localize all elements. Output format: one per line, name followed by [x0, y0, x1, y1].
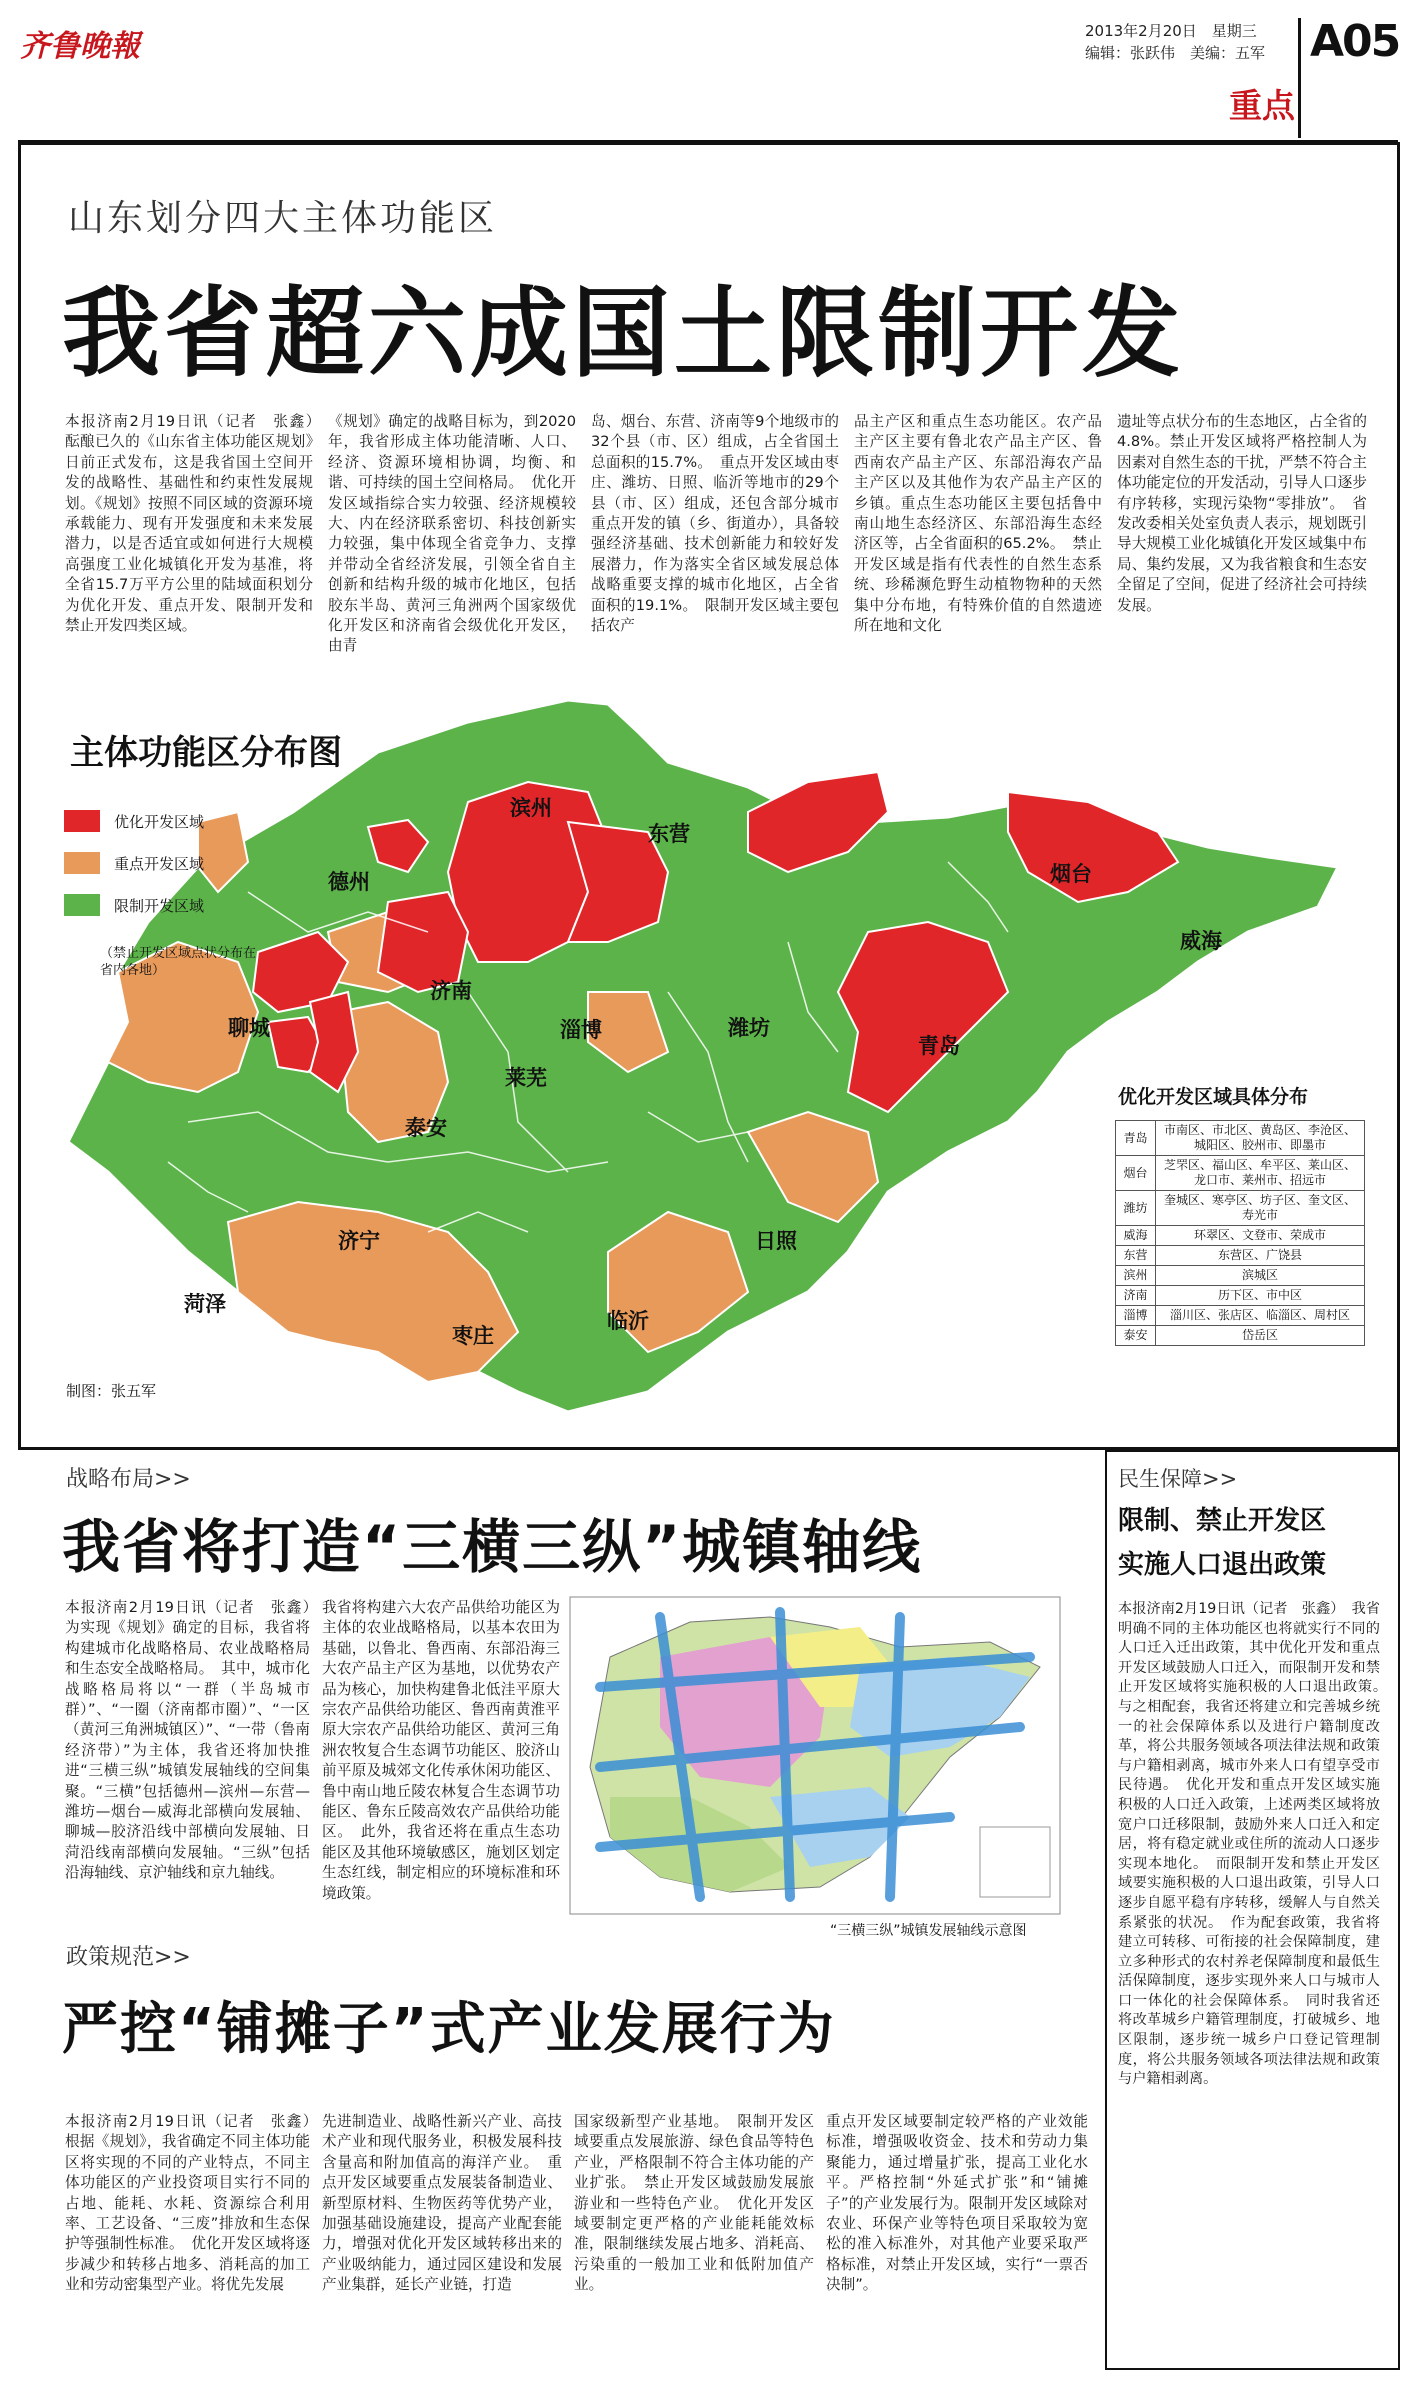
table-row	[1116, 1266, 1365, 1286]
city-label-linyi: 临沂	[607, 1309, 649, 1333]
table-cell-districts: 环翠区、文登市、荣成市	[1156, 1226, 1365, 1246]
table-cell-districts: 市南区、市北区、黄岛区、李沧区、城阳区、胶州市、即墨市	[1156, 1121, 1365, 1156]
svg-text:齐鲁晚報: 齐鲁晚報	[20, 29, 140, 64]
side-body: 本报济南2月19日讯（记者 张鑫） 我省明确不同的主体功能区也将就实行不同的人口迁入迁出政策，其中优化开发和重点开发区域鼓励人口迁入，而限制开发和禁止开发区域将实施积极的人口退出政策。 与之相配套，我省还将建立和完善城乡统一的社会保障体系以及进行户籍制度改革，将公共服务领域各项法律法规和政策与户籍相剥离，城市外来人口有望享受市民待遇。 优化开发和重点开发区域实施积极的人口迁入政策，上述两类区域将放宽户口迁移限制，鼓励外来人口迁入和定居，将有稳定就业或住所的流动人口逐步实现本地化。 而限制开发和禁止开发区域要实施积极的人口退出政策，引导人口逐步自愿平稳有序转移，缓解人与自然关系紧张的状况。 作为配套政策，我省将建立可转移、可衔接的社会保障制度，建立多种形式的农村养老保障制度和最低生活保障制度，逐步实现外来人口与城市人口一体化的社会保障体系。 同时我省还将改革城乡户籍管理制度，打破城乡、地区限制，逐步统一城乡户口登记管理制度，将公共服务领域各项法律法规和政策与户籍相剥离。	[1118, 1601, 1395, 2088]
side-headline-line1: 限制、禁止开发区	[1118, 1506, 1327, 1536]
city-label-laiwu: 莱芜	[505, 1066, 547, 1090]
city-label-zaozhuang: 枣庄	[452, 1324, 494, 1348]
urban-axis-map	[570, 1597, 1060, 1914]
article1-col4: 品主产区和重点生态功能区。农产品主产区主要有鲁北农产品主产区、鲁西南农产品主产区、东部沿海农产品主产区以及其他作为农产品主产区的乡镇。重点生态功能区主要包括鲁中南山地生态经济区、东部沿海生态经济区等，占全省面积的65.2%。 禁止开发区域是指有代表性的自然生态系统、珍稀濒危野生动植物物种的天然集中分布地，有特殊价值的自然遗迹所在地和文化	[854, 413, 1102, 635]
map-title: 主体功能区分布图	[70, 733, 342, 773]
table-cell-districts: 滨城区	[1156, 1266, 1365, 1286]
article3-col1: 本报济南2月19日讯（记者 张鑫） 根据《规划》，我省确定不同主体功能区将实现的不同的产业特点，不同主体功能区的产业投资项目实行不同的占地、能耗、水耗、资源综合利用率、工艺设备、“三废”排放和生态保护等强制性标准。 优化开发区域将逐步减少和转移占地多、消耗高的加工业和劳动密集型产业。将优先发展	[65, 2113, 325, 2294]
city-label-jinan: 济南	[430, 979, 472, 1003]
table-cell-city: 烟台	[1116, 1156, 1156, 1191]
table-cell-city: 东营	[1116, 1246, 1156, 1266]
article3-col3: 国家级新型产业基地。 限制开发区域要重点发展旅游、绿色食品等特色产业，严格限制不符合主体功能的产业扩张。 禁止开发区域鼓励发展旅游业和一些特色产业。 优化开发区域要制定更严格的产业能耗能效标准，限制继续发展占地多、消耗高、污染重的一般加工业和低附加值产业。	[574, 2113, 814, 2294]
legend-swatch	[64, 852, 100, 874]
table-title: 优化开发区域具体分布	[1118, 1086, 1309, 1108]
city-label-jining: 济宁	[338, 1229, 380, 1253]
table-cell-city: 威海	[1116, 1226, 1156, 1246]
table-cell-city: 滨州	[1116, 1266, 1156, 1286]
legend-item-optimized	[64, 800, 284, 842]
city-label-dezhou: 德州	[328, 870, 370, 894]
city-label-weifang: 潍坊	[728, 1016, 770, 1040]
legend-label: 优化开发区域	[114, 812, 205, 831]
table-cell-city: 淄博	[1116, 1306, 1156, 1326]
table-cell-city: 济南	[1116, 1286, 1156, 1306]
legend-swatch	[64, 810, 100, 832]
table-row	[1116, 1121, 1365, 1156]
article1-kicker: 山东划分四大主体功能区	[68, 198, 498, 239]
article1-col5: 遗址等点状分布的生态地区，占全省的4.8%。禁止开发区域将严格控制人为因素对自然生态的干扰，严禁不符合主体功能定位的开发活动，引导人口逐步有序转移，实现污染物“零排放”。 省发改委相关处室负责人表示，规划既引导大规模工业化城镇化开发区域集中布局、集约发展，又为我省粮食和生态安全留足了空间，促进了经济社会可持续发展。	[1117, 413, 1367, 614]
table-cell-city: 青岛	[1116, 1121, 1156, 1156]
table-cell-city: 泰安	[1116, 1326, 1156, 1346]
article3-col4: 重点开发区域要制定较严格的产业效能标准，增强吸收资金、技术和劳动力集聚能力，通过增量扩张，提高工业化水平。严格控制“外延式扩张”和“铺摊子”的产业发展行为。限制开发区域除对农业、环保产业等特色项目采取较为宽松的准入标准外，对其他产业要采取严格标准，对禁止开发区域，实行“一票否决制”。	[826, 2113, 1088, 2294]
article1-col3: 岛、烟台、东营、济南等9个地级市的32个县（市、区）组成，占全省国土总面积的15.7%。 重点开发区域由枣庄、潍坊、日照、临沂等地市的29个县（市、区）组成，还包含部分城市重点开发的镇（乡、街道办），具备较强经济基础、技术创新能力和较好发展潜力，作为落实全省区域发展总体战略重要支撑的城市化地区，占全省面积的19.1%。 限制开发区域主要包括农产	[591, 413, 839, 635]
map-credit: 制图：张五军	[66, 1382, 157, 1400]
city-label-weihai: 威海	[1180, 929, 1222, 953]
table-cell-districts: 岱岳区	[1156, 1326, 1365, 1346]
city-label-liaocheng: 聊城	[228, 1016, 270, 1040]
table-row	[1116, 1156, 1365, 1191]
city-label-dongying: 东营	[648, 822, 690, 846]
table-row	[1116, 1306, 1365, 1326]
optimized-zone-table	[1115, 1120, 1365, 1346]
city-label-yantai: 烟台	[1050, 862, 1092, 886]
side-headline-line2: 实施人口退出政策	[1118, 1550, 1327, 1580]
article2-kicker: 战略布局>>	[66, 1467, 191, 1492]
map-legend	[64, 800, 284, 926]
article1-col2: 《规划》确定的战略目标为，到2020年，我省形成主体功能清晰、人口、经济、资源环境相协调，均衡、和谐、可持续的国土空间格局。 优化开发区域指综合实力较强、经济规模较大、内在经济联系密切、科技创新实力较强，集中体现全省竞争力、支撑并带动全省经济发展，引领全省自主创新和结构升级的城市化地区，包括胶东半岛、黄河三角洲两个国家级优化开发区和济南省会级优化开发区，由青	[328, 413, 576, 655]
table-cell-districts: 历下区、市中区	[1156, 1286, 1365, 1306]
city-label-qingdao: 青岛	[918, 1034, 960, 1058]
table-cell-districts: 淄川区、张店区、临淄区、周村区	[1156, 1306, 1365, 1326]
article2-col1: 本报济南2月19日讯（记者 张鑫） 为实现《规划》确定的目标，我省将构建城市化战略格局、农业战略格局和生态安全战略格局。 其中，城市化战略格局将以“一群（半岛城市群）”、“一圈（济南都市圈）”、“一区（黄河三角洲城镇区）”、“一带（鲁南经济带）”为主体，我省还将加快推进“三横三纵”城镇发展轴线的空间集聚。“三横”包括德州—滨州—东营—潍坊—烟台—威海北部横向发展轴、聊城—胶济沿线中部横向发展轴、日菏沿线南部横向发展轴。“三纵”包括沿海轴线、京沪轴线和京九轴线。	[65, 1599, 325, 1882]
table-row	[1116, 1286, 1365, 1306]
city-label-rizhao: 日照	[755, 1229, 797, 1253]
city-label-zibo: 淄博	[560, 1018, 602, 1042]
article2-headline: 我省将打造“三横三纵”城镇轴线	[62, 1513, 923, 1581]
table-cell-city: 潍坊	[1116, 1191, 1156, 1226]
issue-info	[1085, 20, 1285, 64]
legend-note: （禁止开发区域点状分布在省内各地）	[100, 946, 257, 978]
article1-headline: 我省超六成国土限制开发	[62, 277, 1185, 391]
article3-col2: 先进制造业、战略性新兴产业、高技术产业和现代服务业，积极发展科技含量高和附加值高的海洋产业。 重点开发区域要重点发展装备制造业、新型原材料、生物医药等优势产业，加强基础设施建设，提高产业配套能力，增强对优化开发区域转移出来的产业吸纳能力，通过园区建设和发展产业集群，延长产业链，打造	[322, 2113, 562, 2294]
side-kicker: 民生保障>>	[1118, 1467, 1238, 1491]
issue-date: 2013年2月20日 星期三	[1085, 22, 1257, 40]
city-label-taian: 泰安	[405, 1116, 447, 1140]
article1-col1: 本报济南2月19日讯（记者 张鑫） 酝酿已久的《山东省主体功能区规划》日前正式发布，这是我省国土空间开发的战略性、基础性和约束性发展规划。《规划》按照不同区域的资源环境承载能力、现有开发强度和未来发展潜力，以是否适宜或如何进行大规模高强度工业化城镇化开发为基准，将全省15.7万平方公里的陆域面积划分为优化开发、重点开发、限制开发和禁止开发四类区域。	[65, 413, 328, 635]
article3-headline: 严控“铺摊子”式产业发展行为	[62, 1997, 836, 2062]
table-row	[1116, 1226, 1365, 1246]
section-label: 重点	[1229, 86, 1295, 125]
table-row	[1116, 1246, 1365, 1266]
city-label-heze: 菏泽	[184, 1292, 226, 1316]
page-number: A05	[1310, 16, 1400, 67]
city-label-binzhou: 滨州	[510, 796, 552, 820]
table-cell-districts: 东营区、广饶县	[1156, 1246, 1365, 1266]
masthead-divider	[1298, 18, 1301, 138]
table-row	[1116, 1191, 1365, 1226]
legend-label: 限制开发区域	[114, 896, 205, 915]
axis-map-caption: “三横三纵”城镇发展轴线示意图	[830, 1923, 1027, 1939]
article3-kicker: 政策规范>>	[66, 1945, 191, 1970]
table-cell-districts: 奎城区、寒亭区、坊子区、奎文区、寿光市	[1156, 1191, 1365, 1226]
legend-item-key	[64, 842, 284, 884]
legend-item-restricted	[64, 884, 284, 926]
newspaper-logo	[18, 22, 158, 66]
legend-swatch	[64, 894, 100, 916]
table-cell-districts: 芝罘区、福山区、牟平区、莱山区、龙口市、莱州市、招远市	[1156, 1156, 1365, 1191]
issue-editors: 编辑：张跃伟 美编：五军	[1085, 44, 1266, 62]
legend-label: 重点开发区域	[114, 854, 205, 873]
article2-col2: 我省将构建六大农产品供给功能区为主体的农业战略格局，以基本农田为基础，以鲁北、鲁西南、东部沿海三大农产品主产区为基地，以优势农产品为核心，加快构建鲁北低洼平原大宗农产品供给功能区、鲁西南黄淮平原大宗农产品供给功能区、黄河三角洲农牧复合生态调节功能区、胶济山前平原及城郊文化传承休闲功能区、鲁中南山地丘陵农林复合生态调节功能区、鲁东丘陵高效农产品供给功能区。 此外，我省还将在重点生态功能区及其他环境敏感区，施划区划定生态红线，制定相应的环境标准和环境政策。	[322, 1599, 560, 1902]
table-row	[1116, 1326, 1365, 1346]
